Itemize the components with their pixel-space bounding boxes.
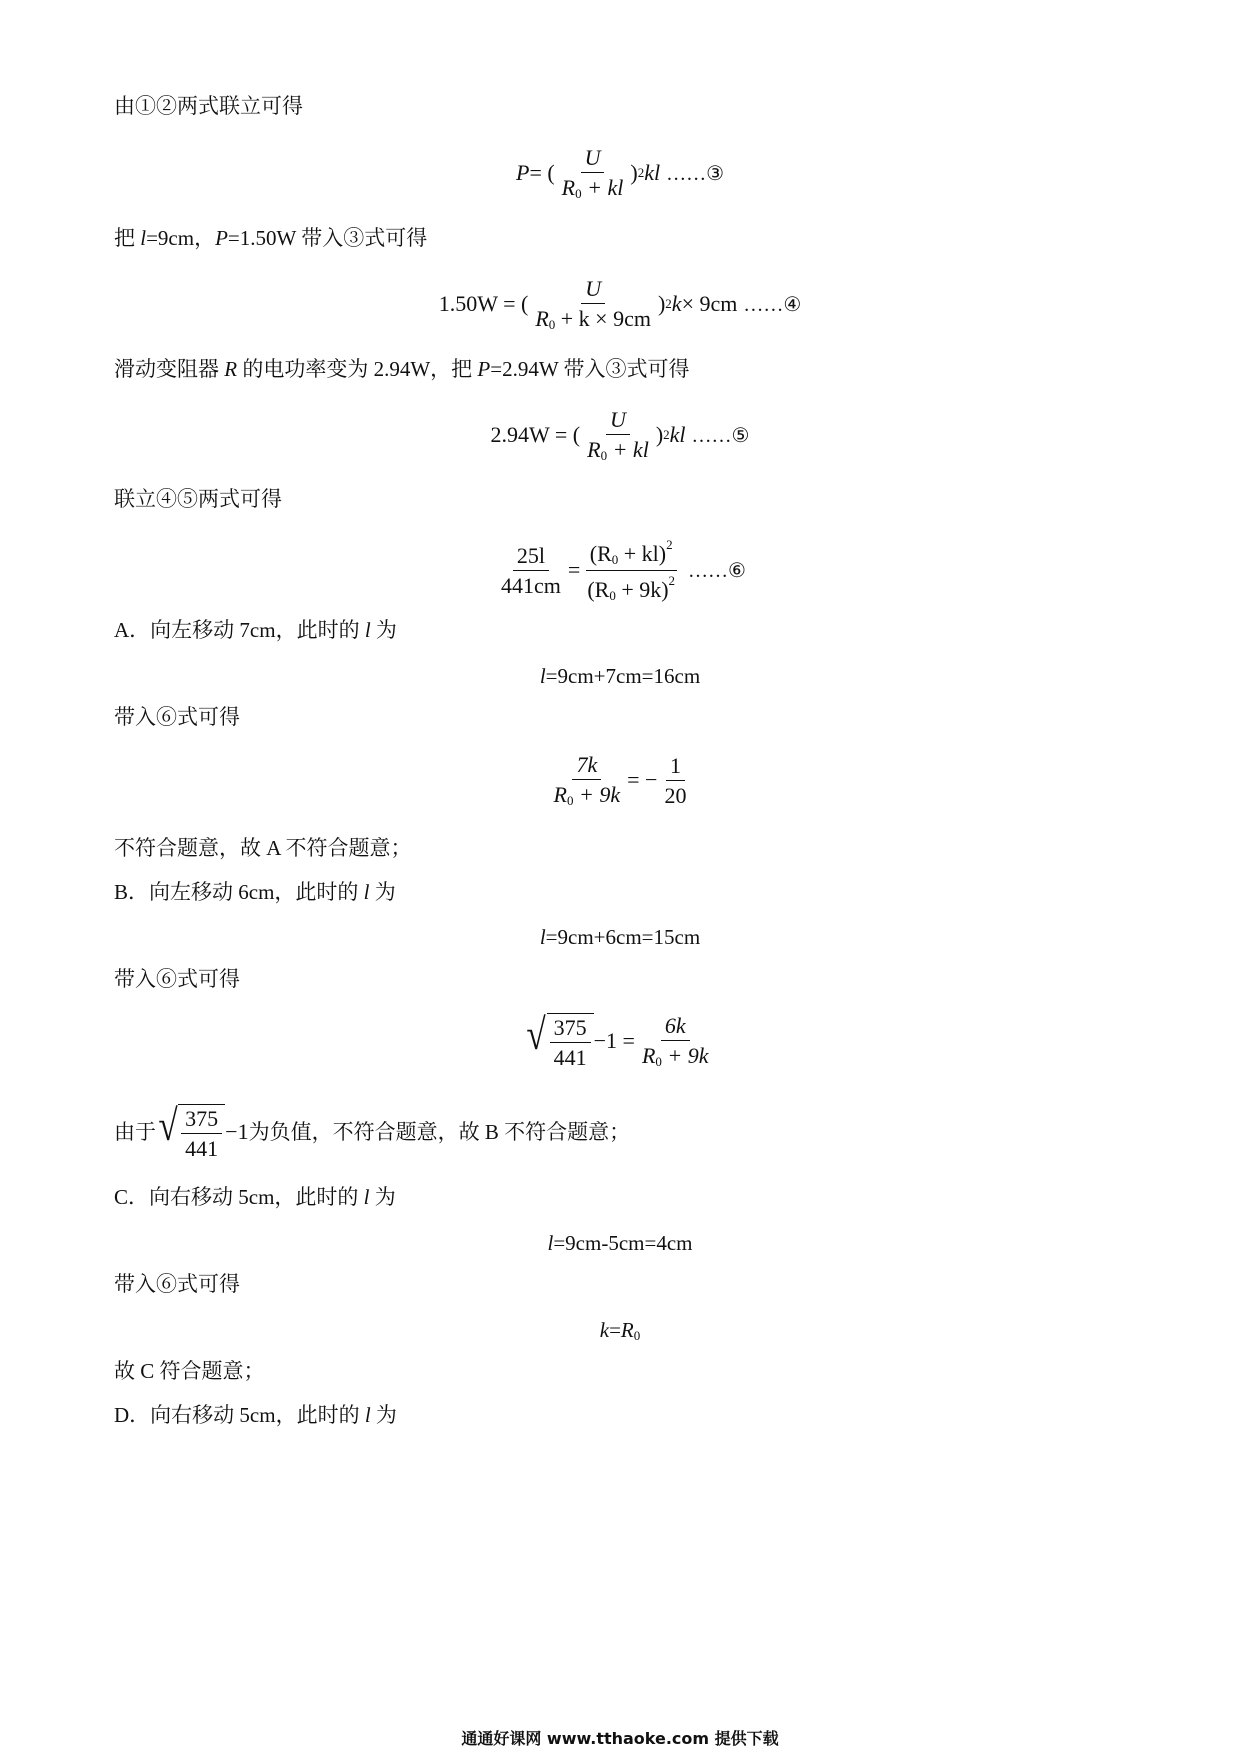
equation-a1: l=9cm+7cm=16cm: [539, 664, 701, 688]
equation-6: $\frac{25l}{441cm}$ = $\frac{(R_0 + kl)^2}{(R_0 + 9k)^2}$ ……⑥: [501, 537, 746, 603]
text-line-2: 把 l=9cm，P=1.50W 带入③式可得: [114, 226, 428, 250]
text-line-6: 带入⑥式可得: [114, 705, 240, 729]
equation-b1: l=9cm+6cm=15cm: [539, 925, 701, 949]
text-line-3: 滑动变阻器 R 的电功率变为 2.94W，把 P=2.94W 带入③式可得: [114, 357, 690, 381]
text-line-7: 不符合题意，故 A 不符合题意；: [114, 836, 412, 860]
text-line-1: 由①②两式联立可得: [114, 94, 303, 118]
equation-c2: $k=R_0$: [599, 1318, 641, 1343]
equation-3: P = ( $\frac{U}{R_0 + kl}$ ) 2 kl ……③: [515, 145, 725, 202]
text-line-13: 故 C 符合题意；: [114, 1359, 265, 1383]
option-b-line: B．向左移动 6cm，此时的 l 为: [114, 880, 396, 904]
option-c-line: C．向右移动 5cm，此时的 l 为: [114, 1185, 396, 1209]
equation-b2: √ $\frac{375}{441}$ −1 = $\frac{6k}{R_0 + 9k}$: [526, 1010, 709, 1071]
text-line-12: 带入⑥式可得: [114, 1272, 240, 1296]
equation-c1: l=9cm-5cm=4cm: [547, 1231, 693, 1255]
text-line-10: 由于 √ $\frac{375}{441}$ −1 为负值，不符合题意，故 B 不符合题意；: [114, 1101, 631, 1162]
option-d-line: D．向右移动 5cm，此时的 l 为: [114, 1403, 397, 1427]
equation-4: 1.50W = ( $\frac{U}{R_0 + k \times 9cm}$ ) 2 k × 9cm ……④: [438, 276, 802, 333]
equation-5: 2.94W = ( $\frac{U}{R_0 + kl}$ ) 2 kl ……⑤: [490, 407, 750, 464]
footer-watermark: 通通好课网 www.tthaoke.com 提供下载: [461, 1729, 779, 1748]
text-line-4: 联立④⑤两式可得: [114, 487, 282, 511]
option-a-line: A．向左移动 7cm，此时的 l 为: [114, 618, 397, 642]
equation-a2: $\frac{7k}{R_0 + 9k}$ = − $\frac{1}{20}$: [553, 752, 687, 809]
text-line-9: 带入⑥式可得: [114, 967, 240, 991]
